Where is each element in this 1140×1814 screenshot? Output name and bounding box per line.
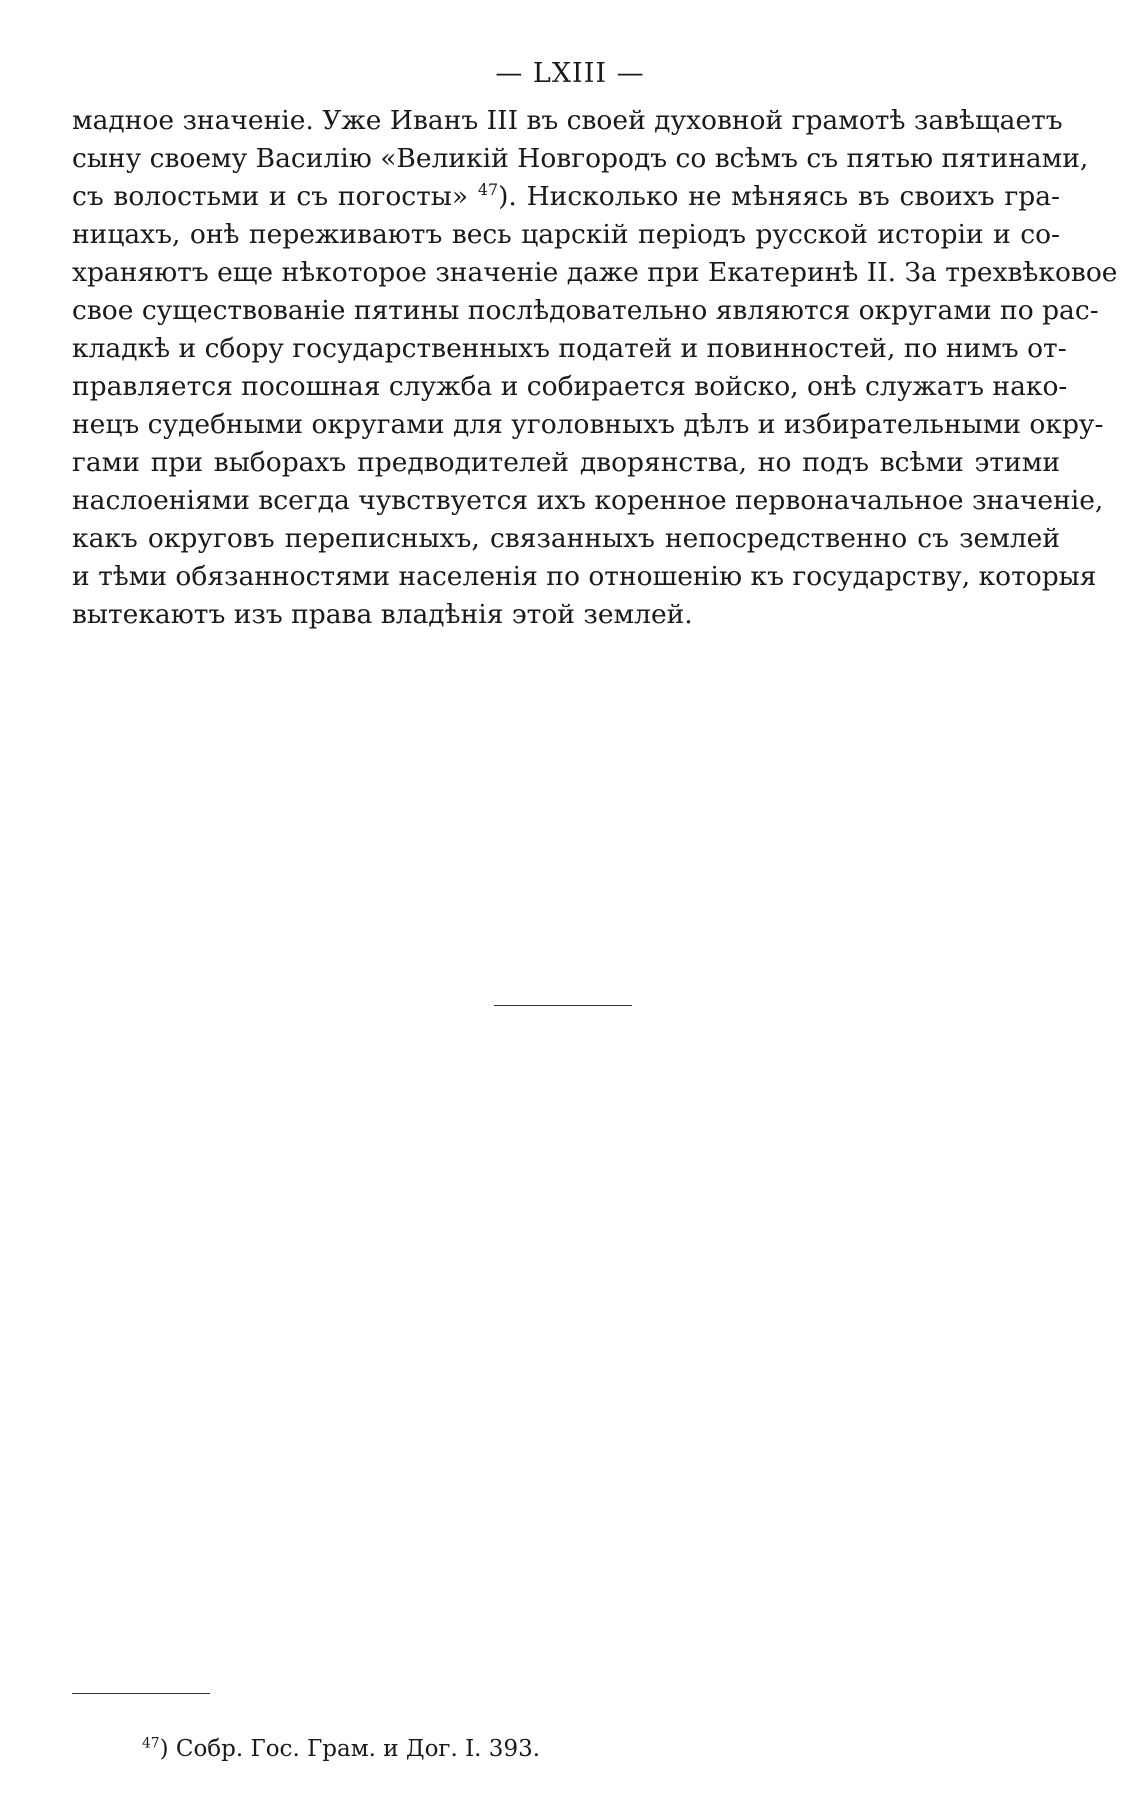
- body-line-14: вытекаютъ изъ права владѣнія этой землей.: [72, 599, 693, 630]
- footnote: [142, 1734, 540, 1764]
- body-line-12: какъ округовъ переписныхъ, связанныхъ непосредственно съ землей: [72, 523, 1060, 554]
- body-line-5: храняютъ еще нѣкоторое значеніе даже при Екатеринѣ II. За трехвѣковое: [72, 257, 1118, 288]
- body-line-11: наслоеніями всегда чувствуется ихъ коренное первоначальное значеніе,: [72, 485, 1104, 516]
- body-line-13: и тѣми обязанностями населенія по отношенію къ государству, которыя: [72, 561, 1097, 592]
- body-line-1: мадное значеніе. Уже Иванъ III въ своей духовной грамотѣ завѣщаетъ: [72, 105, 1063, 136]
- body-text: [72, 102, 1118, 634]
- body-line-6: свое существованіе пятины послѣдовательно являются округами по рас-: [72, 295, 1099, 326]
- body-line-10: гами при выборахъ предводителей дворянства, но подъ всѣми этими: [72, 447, 1060, 478]
- body-line-3: [72, 178, 1060, 216]
- page-number: — LXIII —: [495, 58, 645, 89]
- footnote-text: ) Собр. Гос. Грам. и Дог. I. 393.: [159, 1736, 541, 1762]
- body-line-2: сыну своему Василію «Великій Новгородъ со всѣмъ съ пятью пятинами,: [72, 143, 1089, 174]
- body-line-4: ницахъ, онѣ переживаютъ весь царскій періодъ русской исторіи и со-: [72, 219, 1060, 250]
- footnote-marker: 47: [142, 1735, 160, 1752]
- section-divider: [494, 1005, 632, 1006]
- footnote-divider: [72, 1693, 210, 1694]
- footnote-reference[interactable]: 47: [477, 180, 499, 200]
- body-line-9: нецъ судебными округами для уголовныхъ дѣлъ и избирательными окру-: [72, 409, 1104, 440]
- body-line-8: правляется посошная служба и собирается войско, онѣ служатъ нако-: [72, 371, 1068, 402]
- body-line-3-text: съ волостьми и съ погосты»: [72, 181, 469, 212]
- body-line-3-cont: ). Нисколько не мѣняясь въ своихъ гра-: [498, 181, 1060, 212]
- body-line-7: кладкѣ и сбору государственныхъ податей и повинностей, по нимъ от-: [72, 333, 1067, 364]
